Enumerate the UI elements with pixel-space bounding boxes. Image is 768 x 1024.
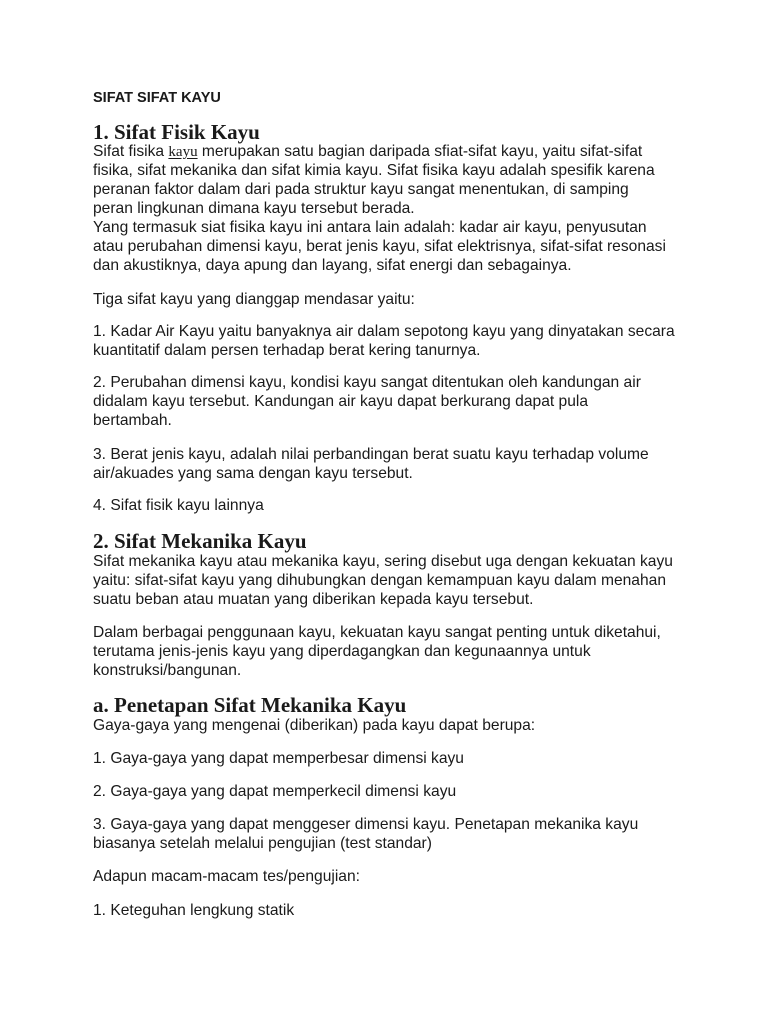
section-heading-penetapan: a. Penetapan Sifat Mekanika Kayu bbox=[93, 693, 407, 717]
kayu-link[interactable]: kayu bbox=[168, 144, 198, 160]
list-item-gaya-1 bbox=[93, 749, 464, 768]
section-heading-sifat-fisik: 1. Sifat Fisik Kayu bbox=[93, 120, 260, 144]
list-item-gaya-3 bbox=[93, 815, 638, 853]
text-line: fisika, sifat mekanika dan sifat kimia kayu. Sifat fisika kayu adalah spesifik karena bbox=[93, 162, 655, 179]
list-item-berat-jenis bbox=[93, 445, 649, 483]
text-line: Yang termasuk siat fisika kayu ini antara lain adalah: kadar air kayu, penyusutan bbox=[93, 219, 647, 236]
paragraph-kekuatan-kayu bbox=[93, 623, 661, 680]
text-line: terutama jenis-jenis kayu yang diperdagangkan dan kegunaannya untuk bbox=[93, 643, 591, 660]
text-line: kuantitatif dalam persen terhadap berat kering tanurnya. bbox=[93, 342, 481, 359]
list-item-gaya-2 bbox=[93, 782, 456, 801]
text-line: bertambah. bbox=[93, 412, 172, 429]
text-line: 4. Sifat fisik kayu lainnya bbox=[93, 497, 264, 514]
paragraph-gaya-intro bbox=[93, 716, 535, 735]
paragraph-lead bbox=[93, 290, 415, 309]
text-line: suatu beban atau muatan yang diberikan kepada kayu tersebut. bbox=[93, 591, 534, 608]
text-line: Gaya-gaya yang mengenai (diberikan) pada kayu dapat berupa: bbox=[93, 717, 536, 734]
text-line: peran lingkunan dimana kayu tersebut berada. bbox=[93, 200, 415, 217]
text-line: 2. Gaya-gaya yang dapat memperkecil dimensi kayu bbox=[93, 783, 457, 800]
text-line: Sifat mekanika kayu atau mekanika kayu, sering disebut uga dengan kekuatan kayu bbox=[93, 553, 673, 570]
text-line: 2. Perubahan dimensi kayu, kondisi kayu sangat ditentukan oleh kandungan air bbox=[93, 374, 641, 391]
text-line: Adapun macam-macam tes/pengujian: bbox=[93, 868, 360, 885]
text-line: 1. Gaya-gaya yang dapat memperbesar dimensi kayu bbox=[93, 750, 464, 767]
document-title: SIFAT SIFAT KAYU bbox=[93, 90, 221, 106]
text-line: air/akuades yang sama dengan kayu tersebut. bbox=[93, 465, 413, 482]
text-line: 3. Berat jenis kayu, adalah nilai perbandingan berat suatu kayu terhadap volume bbox=[93, 446, 649, 463]
text-line: yaitu: sifat-sifat kayu yang dihubungkan dengan kemampuan kayu dalam menahan bbox=[93, 572, 667, 589]
text-line: didalam kayu tersebut. Kandungan air kayu dapat berkurang dapat pula bbox=[93, 393, 589, 410]
text-line: dan akustiknya, daya apung dan layang, sifat energi dan sebagainya. bbox=[93, 257, 572, 274]
text-line: 3. Gaya-gaya yang dapat menggeser dimensi kayu. Penetapan mekanika kayu bbox=[93, 816, 639, 833]
text-fragment: Sifat fisika bbox=[93, 143, 169, 160]
text-line: Dalam berbagai penggunaan kayu, kekuatan kayu sangat penting untuk diketahui, bbox=[93, 624, 661, 641]
list-item-tes-1 bbox=[93, 901, 294, 920]
text-line: atau perubahan dimensi kayu, berat jenis kayu, sifat elektrisnya, sifat-sifat resonasi bbox=[93, 238, 666, 255]
paragraph-sifat-mekanika-intro bbox=[93, 552, 673, 609]
text-line bbox=[93, 142, 666, 161]
list-item-perubahan-dimensi bbox=[93, 373, 641, 430]
text-line: 1. Kadar Air Kayu yaitu banyaknya air dalam sepotong kayu yang dinyatakan secara bbox=[93, 323, 675, 340]
list-item-kadar-air bbox=[93, 322, 675, 360]
list-item-sifat-lainnya bbox=[93, 496, 264, 515]
text-line: peranan faktor dalam dari pada struktur kayu sangat menentukan, di samping bbox=[93, 181, 629, 198]
text-fragment: merupakan satu bagian daripada sfiat-sifat kayu, yaitu sifat-sifat bbox=[197, 143, 643, 160]
text-line: biasanya setelah melalui pengujian (test standar) bbox=[93, 835, 432, 852]
text-line: konstruksi/bangunan. bbox=[93, 662, 242, 679]
paragraph-macam-tes bbox=[93, 867, 360, 886]
section-heading-sifat-mekanika: 2. Sifat Mekanika Kayu bbox=[93, 529, 307, 553]
paragraph-sifat-fisik-intro bbox=[93, 142, 666, 275]
text-line: 1. Keteguhan lengkung statik bbox=[93, 902, 295, 919]
text-line: Tiga sifat kayu yang dianggap mendasar yaitu: bbox=[93, 291, 415, 308]
